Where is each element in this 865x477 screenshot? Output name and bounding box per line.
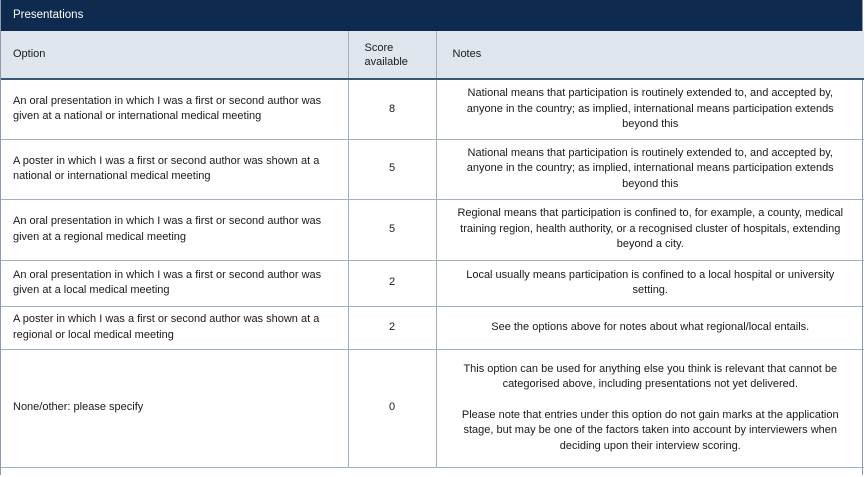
table-row <box>1 349 864 467</box>
note-text-important: Please note that entries under this option do not gain marks at the application stage, but may be one of the factors taken into account by interviewers when deciding upon their interview scoring. <box>461 408 839 452</box>
section-title: Presentations <box>1 0 862 31</box>
note-text: See the options above for notes about what regional/local entails. <box>491 320 810 333</box>
note-text: Regional means that participation is confined to, for example, a county, medical training region, health authority, or a recognised cluster of hospitals, extending beyond a city. <box>457 207 844 251</box>
option-cell: An oral presentation in which I was a first or second author was given at a regional medical meeting <box>1 199 348 260</box>
score-cell: 2 <box>348 306 436 349</box>
option-cell: None/other: please specify <box>1 349 348 467</box>
option-cell: An oral presentation in which I was a first or second author was given at a national or international medical meeting <box>1 79 348 139</box>
notes-cell <box>436 260 864 306</box>
table-row <box>1 139 864 199</box>
column-header-score: Score available <box>348 31 436 79</box>
option-cell: A poster in which I was a first or second author was shown at a regional or local medical meeting <box>1 306 348 349</box>
notes-cell <box>436 79 864 139</box>
note-text: National means that participation is routinely extended to, and accepted by, anyone in the country; as implied, international means participation extends beyond this <box>466 87 834 130</box>
note-text: Local usually means participation is confined to a local hospital or university setting. <box>466 268 835 296</box>
table-row <box>1 199 864 260</box>
score-cell: 0 <box>348 349 436 467</box>
notes-cell <box>436 306 864 349</box>
option-cell: An oral presentation in which I was a first or second author was given at a local medical meeting <box>1 260 348 306</box>
column-header-notes: Notes <box>436 31 864 79</box>
table-row <box>1 306 864 349</box>
presentations-table <box>1 31 864 468</box>
score-cell: 2 <box>348 260 436 306</box>
table-row <box>1 79 864 139</box>
note-spacer <box>451 393 851 408</box>
column-header-option: Option <box>1 31 348 79</box>
note-text: National means that participation is routinely extended to, and accepted by, anyone in the country; as implied, international means participation extends beyond this <box>466 146 834 190</box>
notes-cell <box>436 199 864 260</box>
notes-cell <box>436 349 864 467</box>
score-cell: 5 <box>348 139 436 199</box>
notes-cell <box>436 139 864 199</box>
table-header-row <box>1 31 864 79</box>
note-text: This option can be used for anything else you think is relevant that cannot be categorised above, including presentations not yet delivered. <box>463 362 838 391</box>
option-cell: A poster in which I was a first or second author was shown at a national or international medical meeting <box>1 139 348 199</box>
table-row <box>1 260 864 306</box>
score-cell: 5 <box>348 199 436 260</box>
score-cell: 8 <box>348 79 436 139</box>
